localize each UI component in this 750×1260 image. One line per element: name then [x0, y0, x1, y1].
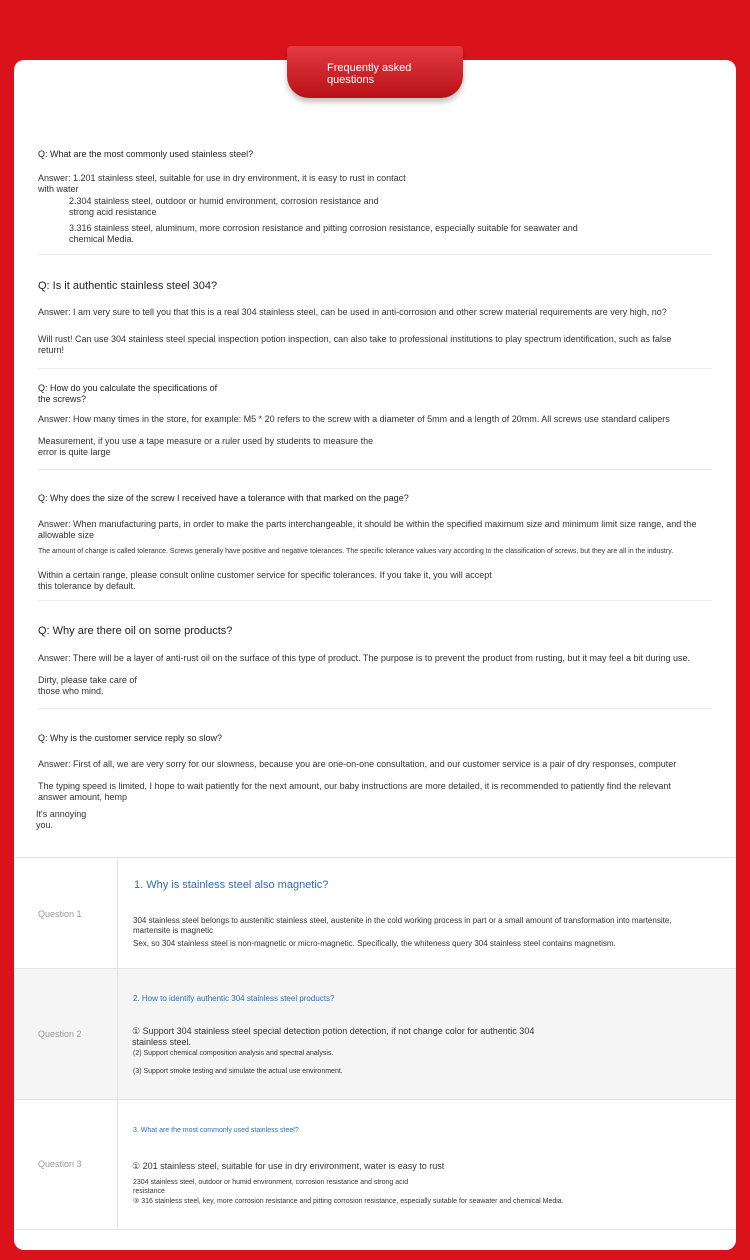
faq-question-3: Q: How do you calculate the specifications of the screws?: [38, 383, 218, 404]
table-row: [14, 1099, 736, 1230]
faq-answer-6-1: Answer: First of all, we are very sorry for our slowness, because you are one-on-one consultation, and our customer service is a pair of dry responses, computer: [38, 759, 677, 769]
faq-answer-4-2: The amount of change is called tolerance. Screws generally have positive and negative tolerances. The specific tolerance values vary according to the classification of screws, but they are all in the industry.: [38, 548, 674, 555]
faq-answer-2-2: Will rust! Can use 304 stainless steel special inspection potion inspection, can also take to professional institutions to play spectrum identification, such as false return!: [38, 334, 672, 355]
table-row-label: Question 2: [38, 1029, 82, 1039]
table-row-text: (3) Support smoke testing and simulate the actual use environment.: [133, 1068, 343, 1075]
faq-answer-1-3: 3.316 stainless steel, aluminum, more corrosion resistance and pitting corrosion resistance, especially suitable for seawater and chemical Media.: [69, 223, 578, 244]
faq-answer-5-1: Answer: There will be a layer of anti-rust oil on the surface of this type of product. The purpose is to prevent the product from rusting, but it may feel a bit during use.: [38, 653, 691, 663]
page-title: Frequently asked questions: [327, 62, 412, 86]
table-row-heading: 1. Why is stainless steel also magnetic?: [134, 879, 329, 891]
divider: [38, 469, 712, 470]
faq-question-4: Q: Why does the size of the screw I received have a tolerance with that marked on the page?: [38, 493, 409, 503]
faq-answer-3-1: Answer: How many times in the store, for example: M5 * 20 refers to the screw with a diameter of 5mm and a length of 20mm. All screws use standard calipers: [38, 414, 670, 424]
divider: [38, 600, 712, 601]
divider: [38, 708, 712, 709]
faq-answer-1-1: Answer: 1.201 stainless steel, suitable for use in dry environment, it is easy to rust in contact with water: [38, 173, 406, 194]
faq-answer-5-2: Dirty, please take care of those who mind.: [38, 675, 137, 696]
table-row-text: ① 201 stainless steel, suitable for use in dry environment, water is easy to rust: [132, 1161, 445, 1171]
table-row-text: (2) Support chemical composition analysis and spectral analysis.: [133, 1050, 334, 1057]
table-row: [14, 968, 736, 1099]
faq-answer-6-2: The typing speed is limited, I hope to wait patiently for the next amount, our baby instructions are more detailed, it is recommended to patiently find the relevant answer amount, hemp: [38, 781, 671, 802]
table-row-text: 2304 stainless steel, outdoor or humid environment, corrosion resistance and strong acid resistance: [133, 1179, 409, 1195]
divider: [38, 368, 712, 369]
faq-card: [14, 60, 736, 1250]
divider: [38, 254, 712, 255]
table-row-label: Question 3: [38, 1159, 82, 1169]
table-row-label: Question 1: [38, 909, 82, 919]
faq-answer-2-1: Answer: I am very sure to tell you that this is a real 304 stainless steel, can be used in anti-corrosion and other screw material requirements are very high, no?: [38, 307, 667, 317]
table-row-text: ① Support 304 stainless steel special detection potion detection, if not change color for authentic 304 stainless steel.: [132, 1026, 535, 1047]
table-row-heading: 3. What are the most commonly used stainless steel?: [133, 1127, 299, 1134]
faq-question-1: Q: What are the most commonly used stainless steel?: [38, 149, 254, 159]
faq-answer-1-2: 2.304 stainless steel, outdoor or humid environment, corrosion resistance and strong acid resistance: [69, 196, 379, 217]
faq-answer-6-3: It's annoying you.: [36, 809, 87, 830]
faq-answer-3-2: Measurement, if you use a tape measure or a ruler used by students to measure the error is quite large: [38, 436, 374, 457]
faq-question-6: Q: Why is the customer service reply so slow?: [38, 733, 223, 743]
table-row-text: Sex, so 304 stainless steel is non-magnetic or micro-magnetic. Specifically, the whiteness query 304 stainless steel contains magnetism.: [133, 939, 616, 948]
table-row-text: 304 stainless steel belongs to austenitic stainless steel, austenite in the cold working process in part or a small amount of transformation into martensite, martensite is magnetic: [133, 916, 672, 935]
faq-title-ribbon: [287, 46, 463, 98]
table-bottom-border: [14, 1229, 736, 1231]
faq-answer-4-1: Answer: When manufacturing parts, in order to make the parts interchangeable, it should be within the specified maximum size and minimum limit size range, and the allowable size: [38, 519, 697, 540]
faq-answer-4-3: Within a certain range, please consult online customer service for specific tolerances. If you take it, you will accept this tolerance by default.: [38, 570, 492, 591]
faq-question-2: Q: Is it authentic stainless steel 304?: [38, 280, 218, 292]
table-row: [14, 857, 736, 968]
table-row-text: ③ 316 stainless steel, key, more corrosion resistance and pitting corrosion resistance, especially suitable for seawater and chemical Media.: [133, 1198, 564, 1205]
faq-question-5: Q: Why are there oil on some products?: [38, 625, 233, 637]
table-row-heading: 2. How to identify authentic 304 stainless steel products?: [133, 994, 335, 1003]
